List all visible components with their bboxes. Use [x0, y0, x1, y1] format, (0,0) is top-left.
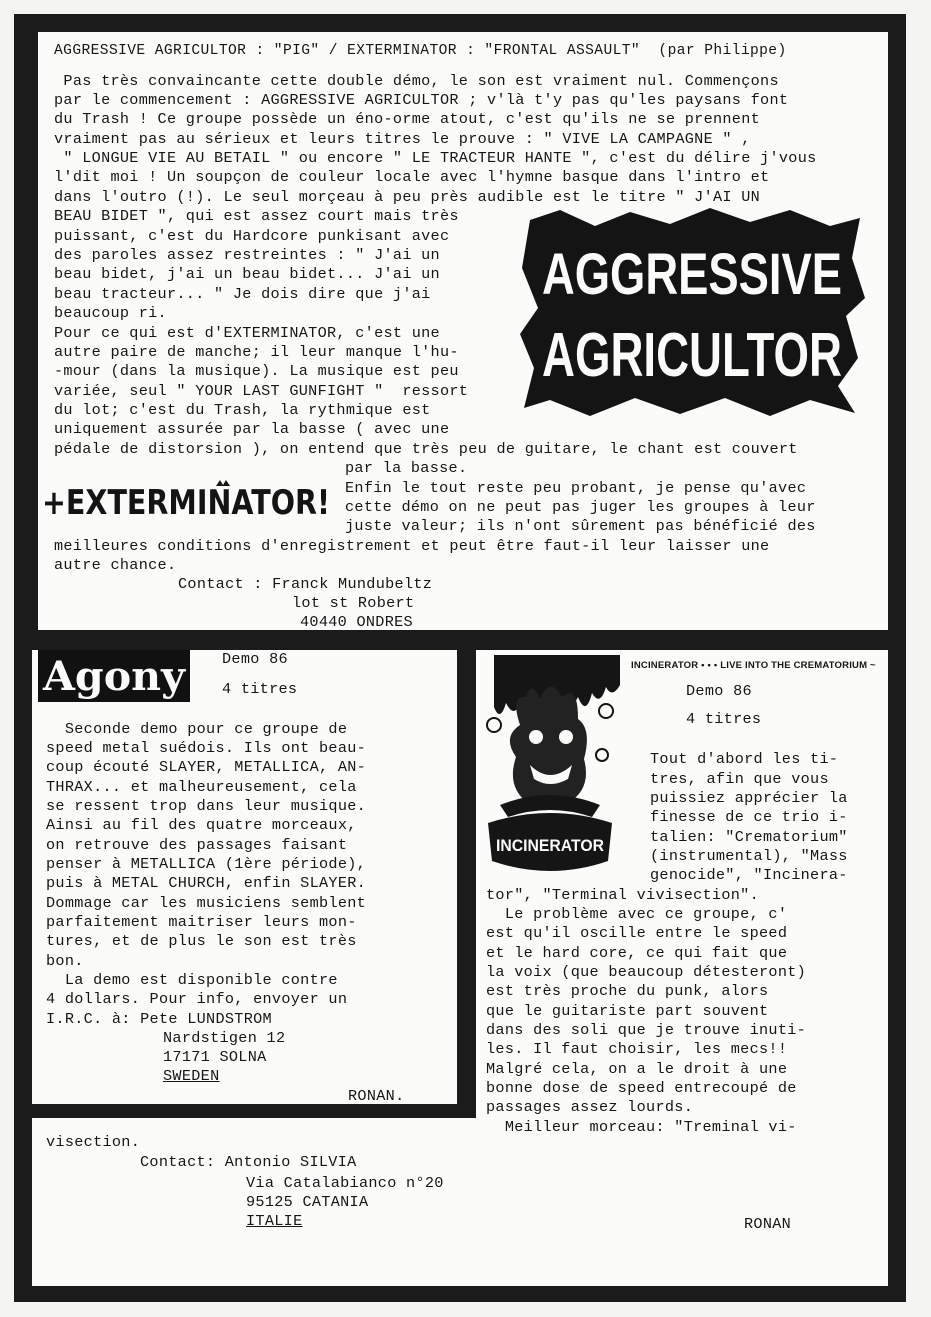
incinerator-line: est qu'il oscille entre le speed: [486, 924, 788, 942]
incinerator-continuation: visection.: [46, 1133, 141, 1151]
incinerator-artwork-text: INCINERATOR: [496, 836, 604, 855]
incinerator-line: bonne dose de speed entrecoupé de: [486, 1079, 797, 1097]
review-line: par la basse.: [345, 459, 468, 477]
aggressive-agricultor-logo: [520, 208, 865, 418]
review-line: -mour (dans la musique). La musique est peu: [54, 362, 459, 380]
agony-line: penser à METALLICA (1ère période),: [46, 855, 367, 873]
incinerator-line: les. Il faut choisir, les mecs!!: [486, 1040, 788, 1058]
incinerator-line: dans des soli que je trouve inuti-: [486, 1021, 807, 1039]
review-line: du Trash ! Ce groupe possède un éno-orme atout, c'est qu'ils ne se prennent: [54, 110, 761, 128]
review-line: du lot; c'est du Trash, la rythmique est: [54, 401, 431, 419]
incinerator-line: tres, afin que vous: [650, 770, 829, 788]
exterminator-logo-text: +EXTERMINATOR!: [42, 483, 330, 523]
review-line: l'dit moi ! Un soupçon de couleur locale avec l'hymne basque dans l'intro et: [54, 168, 770, 186]
agony-line: tures, et de plus le son est très: [46, 932, 357, 950]
review-line: puissant, c'est du Hardcore punkisant avec: [54, 227, 450, 245]
agony-line: se ressent trop dans leur musique.: [46, 797, 367, 815]
review-line: beau tracteur... " Je dois dire que j'ai: [54, 285, 431, 303]
review-line: dans l'outro (!). Le seul morçeau à peu près audible est le titre " J'AI UN: [54, 188, 761, 206]
review-line: juste valeur; ils n'ont sûrement pas bénéficié des: [345, 517, 816, 535]
incinerator-line: que le guitariste part souvent: [486, 1002, 769, 1020]
agony-address-country: SWEDEN: [163, 1067, 220, 1085]
review-contact: Contact : Franck Mundubeltz: [178, 575, 433, 593]
review-line: BEAU BIDET ", qui est assez court mais très: [54, 207, 459, 225]
incinerator-line: tor", "Terminal vivisection".: [486, 886, 760, 904]
incinerator-address-street: Via Catalabianco n°20: [246, 1174, 444, 1192]
review-line: Enfin le tout reste peu probant, je pense qu'avec: [345, 479, 807, 497]
incinerator-address-city: 95125 CATANIA: [246, 1193, 369, 1211]
agony-line: coup écouté SLAYER, METALLICA, AN-: [46, 758, 367, 776]
review-line: beau bidet, j'ai un beau bidet... J'ai un: [54, 265, 440, 283]
review-line: vraiment pas au sérieux et leurs titres le prouve : " VIVE LA CAMPAGNE " ,: [54, 130, 751, 148]
incinerator-header: INCINERATOR • • • LIVE INTO THE CREMATORIUM ~: [631, 660, 876, 671]
agony-line: parfaitement maitriser leurs mon-: [46, 913, 357, 931]
agony-line: Seconde demo pour ce groupe de: [46, 720, 348, 738]
agony-line: 4 dollars. Pour info, envoyer un: [46, 990, 348, 1008]
review-contact-city: 40440 ONDRES: [300, 613, 413, 631]
review-line: Pour ce qui est d'EXTERMINATOR, c'est une: [54, 324, 440, 342]
review-title: AGGRESSIVE AGRICULTOR : "PIG" / EXTERMINATOR : "FRONTAL ASSAULT" (par Philippe): [54, 43, 787, 59]
incinerator-line: genocide", "Incinera-: [650, 866, 848, 884]
agony-logo-text: Agony: [41, 653, 187, 700]
incinerator-contact: Contact: Antonio SILVIA: [140, 1153, 357, 1171]
agony-titres-label: 4 titres: [222, 680, 298, 698]
agony-line: Dommage car les musiciens semblent: [46, 894, 367, 912]
review-contact-address: lot st Robert: [292, 594, 415, 612]
review-line: " LONGUE VIE AU BETAIL " ou encore " LE TRACTEUR HANTE ", c'est du délire j'vous: [54, 149, 817, 167]
agony-line: THRAX... et malheureusement, cela: [46, 778, 357, 796]
incinerator-line: finesse de ce trio i-: [650, 808, 848, 826]
incinerator-line: la voix (que beaucoup détesteront): [486, 963, 807, 981]
incinerator-line: puissiez apprécier la: [650, 789, 848, 807]
agony-line: on retrouve des passages faisant: [46, 836, 348, 854]
review-line: Pas très convaincante cette double démo, le son est vraiment nul. Commençons: [54, 72, 779, 90]
incinerator-line: Meilleur morceau: "Treminal vi-: [486, 1118, 797, 1136]
agony-line: I.R.C. à: Pete LUNDSTROM: [46, 1010, 272, 1028]
agony-signature: RONAN.: [348, 1087, 405, 1105]
review-line: beaucoup ri.: [54, 304, 167, 322]
incinerator-line: talien: "Crematorium": [650, 828, 848, 846]
incinerator-artwork: [480, 655, 620, 887]
review-line: uniquement assurée par la basse ( avec une: [54, 420, 450, 438]
incinerator-line: et le hard core, ce qui fait que: [486, 944, 788, 962]
incinerator-line: passages assez lourds.: [486, 1098, 694, 1116]
review-line: cette démo on ne peut pas juger les groupes à leur: [345, 498, 816, 516]
review-line: variée, seul " YOUR LAST GUNFIGHT " ressort: [54, 382, 469, 400]
agony-line: La demo est disponible contre: [46, 971, 338, 989]
agony-address-city: 17171 SOLNA: [163, 1048, 267, 1066]
incinerator-titres-label: 4 titres: [686, 710, 762, 728]
incinerator-line: (instrumental), "Mass: [650, 847, 848, 865]
aggressive-logo-line2: AGRICULTOR: [542, 321, 842, 390]
incinerator-line: Le problème avec ce groupe, c': [486, 905, 788, 923]
review-line: des paroles assez restreintes : " J'ai un: [54, 246, 440, 264]
review-line: autre paire de manche; il leur manque l'hu-: [54, 343, 459, 361]
bottom-panel: [32, 1118, 888, 1286]
agony-demo-label: Demo 86: [222, 650, 288, 668]
exterminator-logo: [40, 480, 332, 522]
incinerator-line: Tout d'abord les ti-: [650, 750, 839, 768]
agony-logo: [38, 650, 190, 702]
review-line: meilleures conditions d'enregistrement et peut être faut-il leur laisser une: [54, 537, 770, 555]
aggressive-logo-line1: AGGRESSIVE: [542, 242, 842, 307]
incinerator-line: Malgré cela, on a le droit à une: [486, 1060, 788, 1078]
agony-address-street: Nardstigen 12: [163, 1029, 286, 1047]
agony-line: bon.: [46, 952, 84, 970]
review-line: par le commencement : AGGRESSIVE AGRICULTOR ; v'là t'y pas qu'les paysans font: [54, 91, 789, 109]
agony-line: Ainsi au fil des quatre morceaux,: [46, 816, 357, 834]
incinerator-address-country: ITALIE: [246, 1212, 303, 1230]
incinerator-demo-label: Demo 86: [686, 682, 752, 700]
incinerator-signature: RONAN: [744, 1215, 792, 1233]
incinerator-line: est très proche du punk, alors: [486, 982, 769, 1000]
review-line: pédale de distorsion ), on entend que très peu de guitare, le chant est couvert: [54, 440, 798, 458]
agony-line: speed metal suédois. Ils ont beau-: [46, 739, 367, 757]
agony-line: puis à METAL CHURCH, enfin SLAYER.: [46, 874, 367, 892]
review-line: autre chance.: [54, 556, 177, 574]
